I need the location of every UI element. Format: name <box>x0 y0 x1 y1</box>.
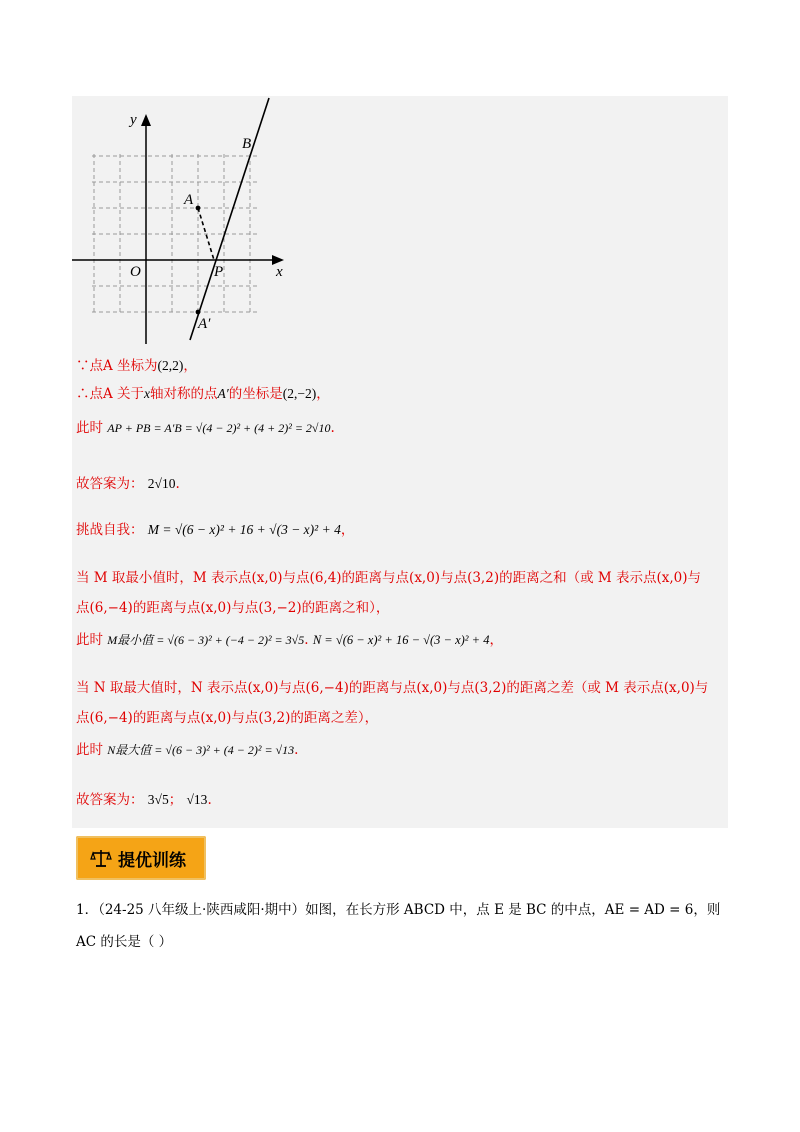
l4-suffix: . <box>175 476 180 492</box>
scale-icon <box>90 847 112 869</box>
solution-line-2 <box>76 384 330 404</box>
label-origin: O <box>130 264 141 280</box>
coordinate-figure <box>72 96 292 346</box>
l11-math: N最大值 = √(6 − 3)² + (4 − 2)² = √13 <box>107 743 295 757</box>
question-line-1: 1．（24-25 八年级上·陕西咸阳·期中）如图，在长方形 ABCD 中，点 E 是 BC 的中点，AE = AD = 6，则 <box>76 902 721 918</box>
l12-suffix: . <box>207 792 212 808</box>
solution-line-9: 当 N 取最大值时，N 表示点(x,0)与点(6,−4)的距离与点(x,0)与点(3,2)的距离之差（或 M 表示点(x,0)与 <box>76 680 709 696</box>
solution-line-6: 当 M 取最小值时，M 表示点(x,0)与点(6,4)的距离与点(x,0)与点(3,2)的距离之和（或 M 表示点(x,0)与 <box>76 570 702 586</box>
grid <box>92 154 257 314</box>
l11-prefix: 此时 <box>76 742 103 758</box>
l2-prefix: ∴点A 关于 <box>76 386 145 402</box>
solution-line-10: 点(6,−4)的距离与点(x,0)与点(3,2)的距离之差）， <box>76 710 379 726</box>
solution-line-5 <box>76 520 354 540</box>
solution-line-12 <box>76 790 212 810</box>
l1-suffix: ， <box>183 358 197 374</box>
question-line-2: AC 的长是（ ） <box>76 934 173 950</box>
l11-suffix: . <box>294 742 299 758</box>
l2-suffix: ， <box>316 386 330 402</box>
l4-prefix: 故答案为： <box>76 476 144 492</box>
solution-line-11 <box>76 740 298 760</box>
label-b: B <box>242 136 252 152</box>
l3-prefix: 此时 <box>76 420 103 436</box>
l2-mid: 轴对称的点 <box>150 386 218 402</box>
label-x: x <box>276 264 283 280</box>
l3-suffix: . <box>330 420 335 436</box>
solution-line-1 <box>76 356 197 376</box>
point-a-prime <box>196 310 201 315</box>
solution-line-4 <box>76 474 180 494</box>
l3-math: AP + PB = A′B = √(4 − 2)² + (4 + 2)² = 2√10 <box>107 421 331 435</box>
l2-a-prime: A′ <box>217 386 229 401</box>
solution-line-7: 点(6,−4)的距离与点(x,0)与点(3,−2)的距离之和）， <box>76 600 390 616</box>
l1-math: (2,2) <box>157 358 184 373</box>
line-a-prime-b <box>190 98 269 340</box>
l4-math: 2√10 <box>147 476 176 491</box>
l5-prefix: 挑战自我： <box>76 522 144 538</box>
label-p: P <box>214 264 224 280</box>
l2-math: (2,−2) <box>282 386 317 401</box>
label-a-prime: A′ <box>198 316 211 332</box>
l5-math: M = √(6 − x)² + 16 + √(3 − x)² + 4 <box>147 522 341 537</box>
point-a <box>196 206 201 211</box>
l12-sep: ； <box>168 792 183 808</box>
l5-suffix: ， <box>340 522 355 538</box>
section-title: 提优训练 <box>118 851 186 871</box>
section-badge <box>76 836 206 880</box>
l1-prefix: ∵点A 坐标为 <box>76 358 158 374</box>
l12-math1: 3√5 <box>147 792 169 807</box>
l8-sep: . <box>304 632 309 648</box>
solution-line-8 <box>76 630 503 650</box>
y-axis-arrow <box>141 114 151 126</box>
l8-math2: N = √(6 − x)² + 16 − √(3 − x)² + 4 <box>312 633 490 647</box>
label-y: y <box>130 112 137 128</box>
l8-suffix: ， <box>489 632 503 648</box>
l8-prefix: 此时 <box>76 632 103 648</box>
l12-math2: √13 <box>186 792 208 807</box>
l12-prefix: 故答案为： <box>76 792 144 808</box>
solution-line-3 <box>76 418 335 438</box>
l2-x: x <box>144 386 151 401</box>
label-a: A <box>184 192 194 208</box>
l8-math1: M最小值 = √(6 − 3)² + (−4 − 2)² = 3√5 <box>107 633 305 647</box>
l2-mid2: 的坐标是 <box>228 386 283 402</box>
